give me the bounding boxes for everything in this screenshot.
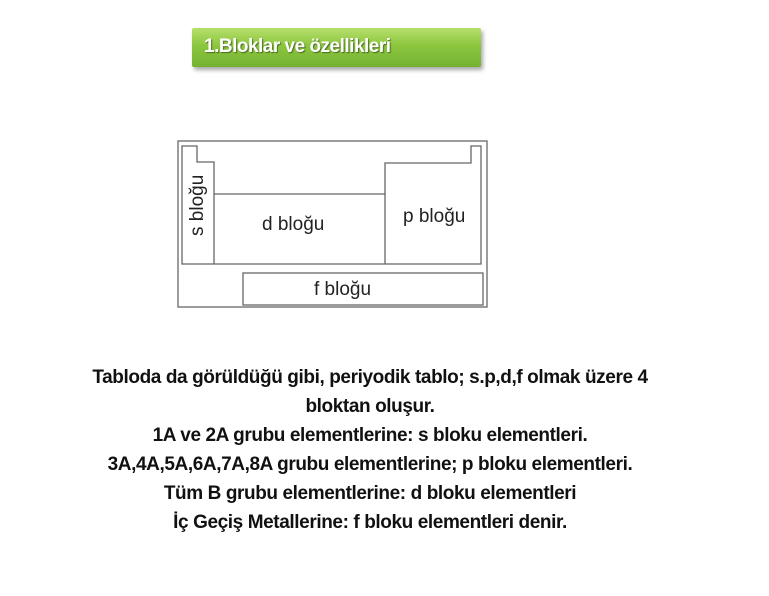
description-line: Tabloda da görüldüğü gibi, periyodik tablo; s.p,d,f olmak üzere 4 <box>92 367 648 388</box>
page-title: 1.Bloklar ve özellikleri <box>204 36 391 57</box>
description-line: 3A,4A,5A,6A,7A,8A grubu elementlerine; p bloku elementleri. <box>107 454 633 475</box>
p-block-outline <box>385 146 481 264</box>
description-text <box>0 363 740 537</box>
description-line: İç Geçiş Metallerine: f bloku elementleri denir. <box>173 512 567 533</box>
p-block-label: p bloğu <box>403 206 466 227</box>
description-line: 1A ve 2A grubu elementlerine: s bloku elementleri. <box>152 425 588 446</box>
description-line: bloktan oluşur. <box>305 396 435 417</box>
s-block-label: s bloğu <box>187 174 208 236</box>
description-line: Tüm B grubu elementlerine: d bloku elementleri <box>163 483 577 504</box>
d-block-label: d bloğu <box>262 214 325 235</box>
f-block-label: f bloğu <box>314 279 372 300</box>
